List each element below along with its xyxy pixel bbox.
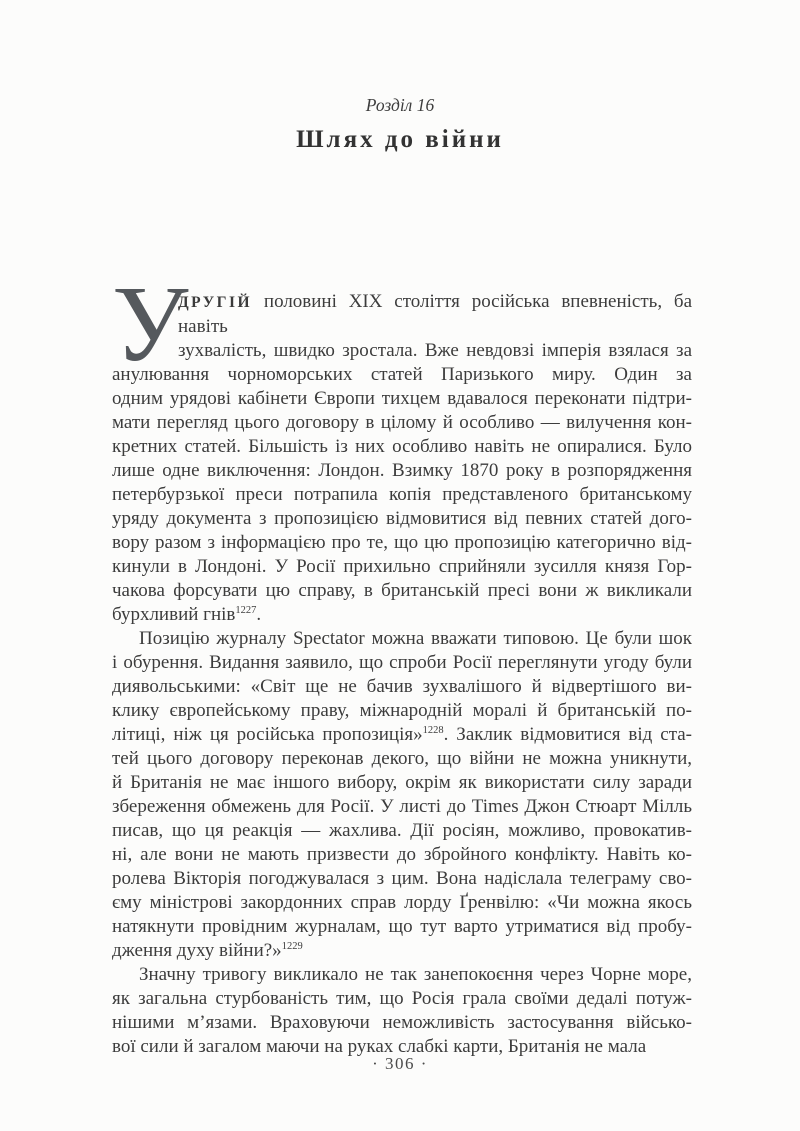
- body-line: анулювання чорноморських статей Паризького миру. Один за: [112, 364, 692, 385]
- body-line: ДРУГІЙ половині XIX століття російська впевненість, ба навіть: [178, 291, 692, 337]
- footnote-ref: 1229: [281, 941, 303, 952]
- footnote-ref: 1228: [422, 725, 444, 736]
- body-line: ролева Вікторія погоджувалася з цим. Вона надіслала телеграму сво-: [112, 868, 692, 889]
- chapter-number-label: Розділ 16: [365, 95, 435, 115]
- body-line: клику європейському праву, міжнародній моралі й британській по-: [112, 700, 692, 721]
- body-line: вору разом з інформацією про те, що цю пропозицію категорично від-: [112, 532, 692, 553]
- body-line: писав, що ця реакція — жахлива. Дії росіян, можливо, провокатив-: [112, 820, 692, 841]
- body-line: лише одне виключення: Лондон. Взимку 1870 року в розпорядження: [112, 460, 692, 481]
- body-line: тей цього договору переконав декого, що війни не можна уникнути,: [112, 748, 692, 769]
- body-line: диявольськими: «Світ ще не бачив зухвалішого й відвертішого ви-: [112, 676, 692, 697]
- paragraph: [112, 265, 692, 627]
- page-number: · 306 ·: [372, 1054, 428, 1073]
- body-line: Значну тривогу викликало не так занепокоєння через Чорне море,: [139, 964, 692, 985]
- body-line: зухвалість, швидко зростала. Вже невдовзі імперія взялася за: [178, 340, 692, 361]
- body-line: вої сили й загалом маючи на руках слабкі карти, Британія не мала: [112, 1036, 647, 1057]
- body-line: кретних статей. Більшість із них особливо навіть не опиралися. Було: [112, 436, 692, 457]
- body-text: [112, 265, 692, 1059]
- body-line: натякнути провідним журналам, що тут варто утриматися від пробу-: [112, 916, 692, 937]
- body-line: одним урядові кабінети Європи тихцем вдавалося переконати підтри-: [112, 388, 692, 409]
- body-line: ні, але вони не мають призвести до збройного конфлікту. Навіть ко-: [112, 844, 692, 865]
- body-line: нішими м’язами. Враховуючи неможливість застосування військо-: [112, 1012, 692, 1033]
- body-line: й Британія не має іншого вибору, окрім як використати силу заради: [112, 772, 692, 793]
- body-line: єму міністрові закордонних справ лорду Ґренвілю: «Чи можна якось: [112, 892, 692, 913]
- paragraph: [112, 627, 692, 963]
- body-line: як загальна стурбованість тим, що Росія грала своїми дедалі потуж-: [112, 988, 692, 1009]
- body-line: Позицію журналу Spectator можна вважати типовою. Це були шок: [139, 628, 692, 649]
- body-line: бурхливий гнів$^{1227}$.: [112, 604, 262, 625]
- lead-in-caps: ДРУГІЙ: [178, 294, 253, 311]
- body-line: кинули в Лондоні. У Росії прихильно сприйняли зусилля князя Гор-: [112, 556, 692, 577]
- footnote-ref: 1227: [235, 605, 257, 616]
- body-line: дження духу війни?»$^{1229}$: [112, 940, 303, 961]
- body-line: і обурення. Видання заявило, що спроби Росії переглянути угоду були: [112, 652, 692, 673]
- body-line: уряду документа з пропозицією відмовитися від певних статей дого-: [112, 508, 692, 529]
- body-line: петербурзької преси потрапила копія представленого британському: [112, 484, 692, 505]
- body-line: чакова форсувати цю справу, в британській пресі вони ж викликали: [112, 580, 692, 601]
- body-line: літиці, ніж ця російська пропозиція»$^{1228}$. Заклик відмовитися від ста-: [112, 724, 692, 745]
- chapter-title: Шлях до війни: [296, 126, 504, 153]
- paragraph: [112, 963, 692, 1059]
- drop-cap: У: [112, 265, 189, 384]
- chapter-head: [0, 0, 800, 155]
- body-line: мати перегляд цього договору в цілому й особливо — вилучення кон-: [112, 412, 692, 433]
- body-line: збереження обмежень для Росії. У листі до Times Джон Стюарт Мілль: [112, 796, 692, 817]
